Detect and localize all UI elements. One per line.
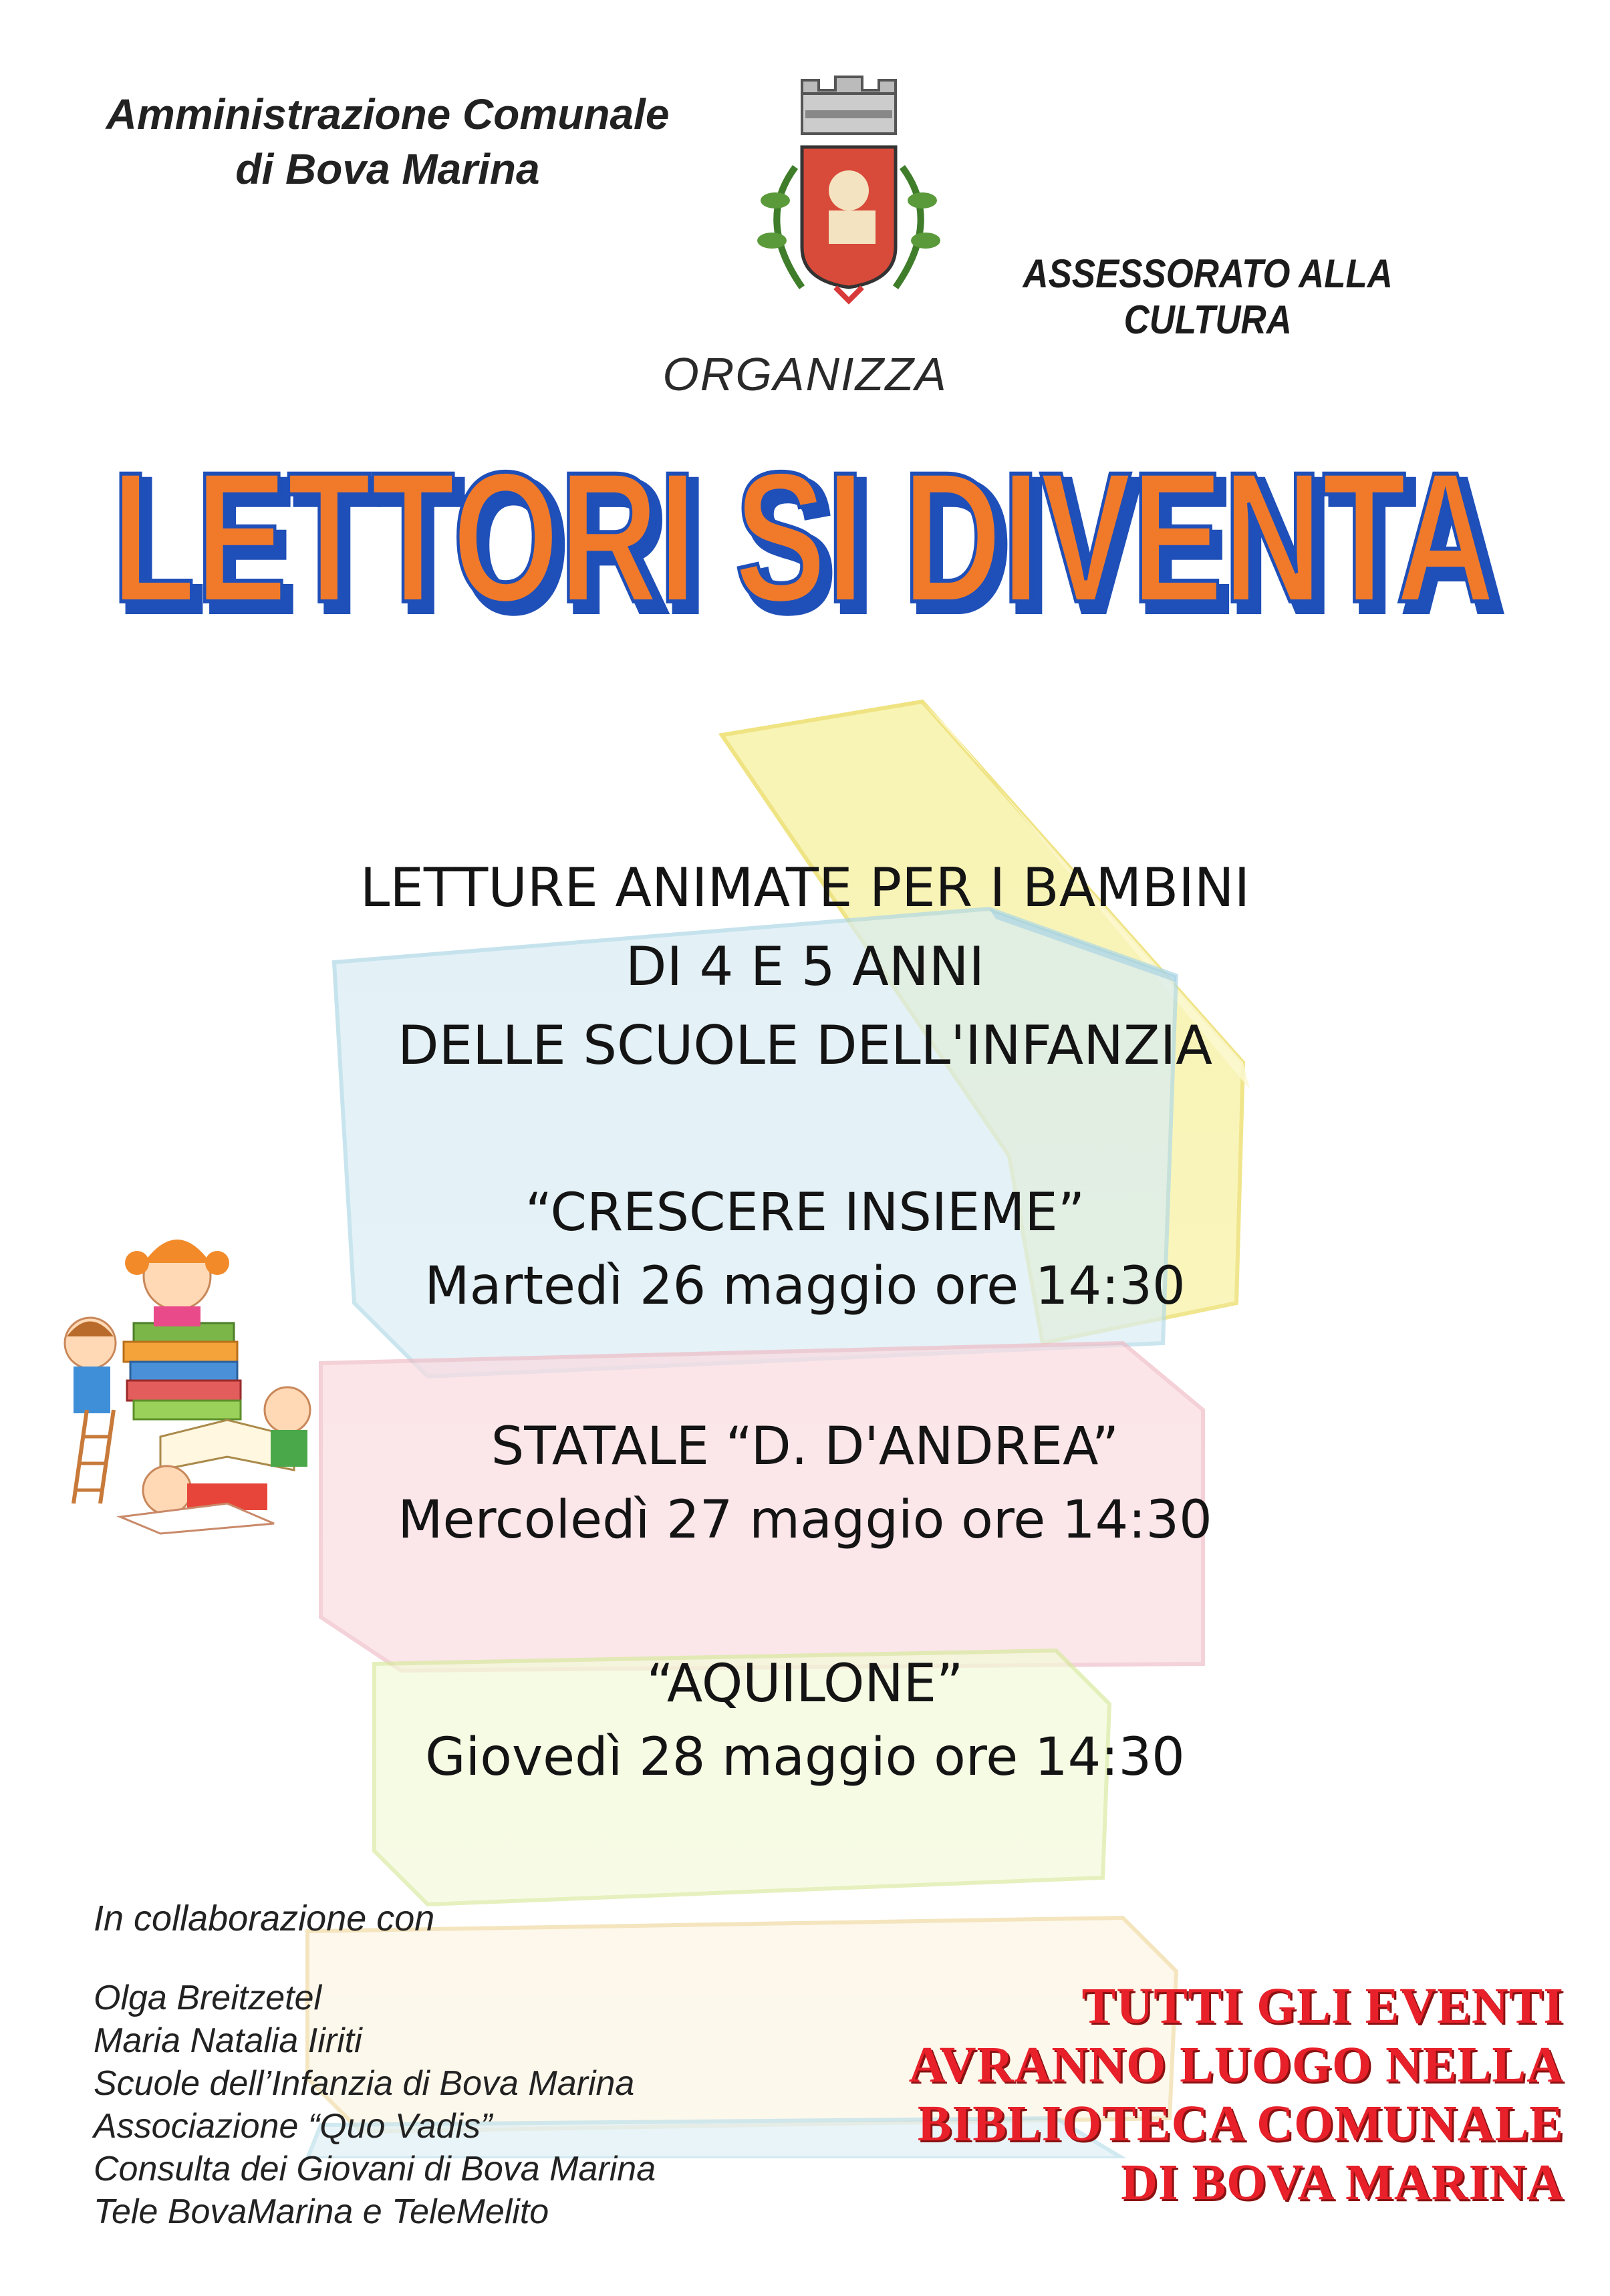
partner-item: Maria Natalia Iiriti (94, 2021, 362, 2060)
main-title-text: LETTORI SI DIVENTA (112, 441, 1495, 641)
subtitle (0, 849, 1610, 1085)
main-title-shadow: LETTORI SI DIVENTA (120, 441, 1503, 649)
organizza-label: ORGANIZZA (662, 348, 948, 400)
event-2-name: STATALE “D. D'ANDREA” (491, 1417, 1119, 1477)
administration-line1: Amministrazione Comunale (106, 90, 670, 138)
subtitle-line2: DI 4 E 5 ANNI (625, 936, 985, 998)
event-2-date: Mercoledì 27 maggio ore 14:30 (398, 1490, 1212, 1550)
partner-item: Scuole dell’Infanzia di Bova Marina (94, 2064, 635, 2103)
children-reading-illustration (60, 1189, 327, 1537)
notice-line2: AVRANNO LUOGO NELLA (908, 2037, 1564, 2093)
partner-item: Consulta dei Giovani di Bova Marina (94, 2150, 656, 2188)
subtitle-line3: DELLE SCUOLE DELL'INFANZIA (397, 1014, 1213, 1077)
partner-item: Tele BovaMarina e TeleMelito (94, 2192, 549, 2231)
partner-item: Olga Breitzetel (94, 1979, 322, 2017)
partner-item: Associazione “Quo Vadis” (94, 2107, 493, 2146)
coat-of-arms-icon (728, 47, 969, 314)
collaboration-intro: In collaborazione con (94, 1898, 435, 1939)
administration-line2: di Bova Marina (235, 145, 540, 193)
event-1-name: “CRESCERE INSIEME” (525, 1183, 1085, 1243)
event-3-name: “AQUILONE” (646, 1654, 964, 1714)
event-1-date: Martedì 26 maggio ore 14:30 (424, 1256, 1186, 1316)
assessorato-label: ASSESSORATO ALLA CULTURA (1023, 251, 1393, 342)
notice-line1: TUTTI GLI EVENTI (1081, 1978, 1564, 2034)
subtitle-line1: LETTURE ANIMATE PER I BAMBINI (360, 857, 1250, 919)
event-3-date: Giovedì 28 maggio ore 14:30 (425, 1727, 1185, 1787)
notice-line4: DI BOVA MARINA (1121, 2154, 1564, 2210)
venue-notice (809, 1977, 1564, 2212)
main-title (0, 441, 1610, 668)
collaboration-list (94, 1977, 656, 2233)
notice-line3: BIBLIOTECA COMUNALE (917, 2096, 1564, 2152)
administration-heading (0, 87, 775, 196)
